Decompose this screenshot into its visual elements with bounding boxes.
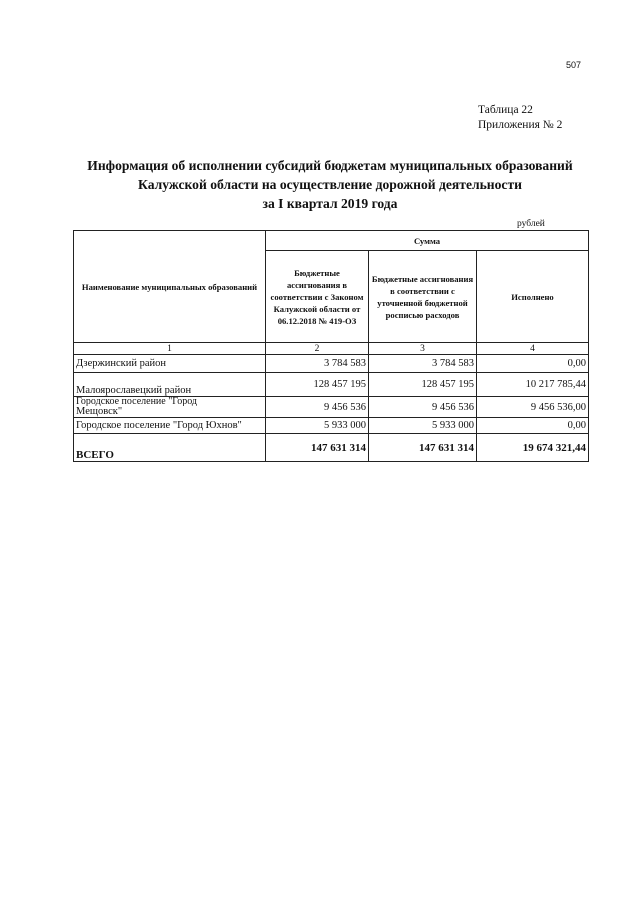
header-executed: Исполнено — [477, 251, 589, 343]
total-executed-value: 19 674 321,44 — [477, 434, 589, 462]
table-row — [74, 418, 589, 434]
units-label: рублей — [517, 219, 545, 229]
row-law-value: 5 933 000 — [266, 418, 369, 434]
row-refined-value: 9 456 536 — [369, 397, 477, 418]
title-line-3: за I квартал 2019 года — [262, 196, 398, 211]
table-row — [74, 373, 589, 397]
row-name-cell — [74, 397, 266, 418]
row-name: Мещовск" — [76, 406, 123, 417]
row-refined-value: 128 457 195 — [369, 373, 477, 397]
table-number: Таблица 22 — [478, 104, 533, 116]
column-number-3: 3 — [369, 343, 477, 355]
row-name: Городское поселение "Город Юхнов" — [74, 418, 266, 434]
table-reference — [478, 103, 562, 133]
header-name-column: Наименование муниципальных образований — [74, 231, 266, 343]
row-executed-value: 9 456 536,00 — [477, 397, 589, 418]
column-numbers-row — [74, 343, 589, 355]
header-row — [74, 231, 589, 251]
row-name: Малоярославецкий район — [74, 373, 266, 397]
row-name: Дзержинский район — [74, 355, 266, 373]
total-label: ВСЕГО — [74, 434, 266, 462]
header-refined-allocations: Бюджетные ассигнования в соответствии с уточненной бюджетной росписью расходов — [369, 251, 477, 343]
row-refined-value: 3 784 583 — [369, 355, 477, 373]
page-number: 507 — [566, 60, 582, 70]
row-law-value: 9 456 536 — [266, 397, 369, 418]
appendix-number: Приложения № 2 — [478, 119, 563, 131]
header-law-allocations: Бюджетные ассигнования в соответствии с Законом Калужской области от 06.12.2018 № 419-ОЗ — [266, 251, 369, 343]
row-refined-value: 5 933 000 — [369, 418, 477, 434]
row-law-value: 128 457 195 — [266, 373, 369, 397]
document-title — [60, 156, 600, 213]
row-name-first-line: Городское поселение "Город — [76, 397, 198, 406]
row-executed-value: 0,00 — [477, 418, 589, 434]
title-line-1: Информация об исполнении субсидий бюджетам муниципальных образований — [87, 158, 573, 173]
title-line-2: Калужской области на осуществление дорожной деятельности — [138, 177, 522, 192]
total-row — [74, 434, 589, 462]
total-law-value: 147 631 314 — [266, 434, 369, 462]
row-executed-value: 10 217 785,44 — [477, 373, 589, 397]
column-number-2: 2 — [266, 343, 369, 355]
total-refined-value: 147 631 314 — [369, 434, 477, 462]
subsidy-table — [73, 230, 589, 462]
header-sum-group: Сумма — [266, 231, 589, 251]
column-number-1: 1 — [74, 343, 266, 355]
table-row — [74, 355, 589, 373]
column-number-4: 4 — [477, 343, 589, 355]
row-law-value: 3 784 583 — [266, 355, 369, 373]
table-row — [74, 397, 589, 418]
row-executed-value: 0,00 — [477, 355, 589, 373]
